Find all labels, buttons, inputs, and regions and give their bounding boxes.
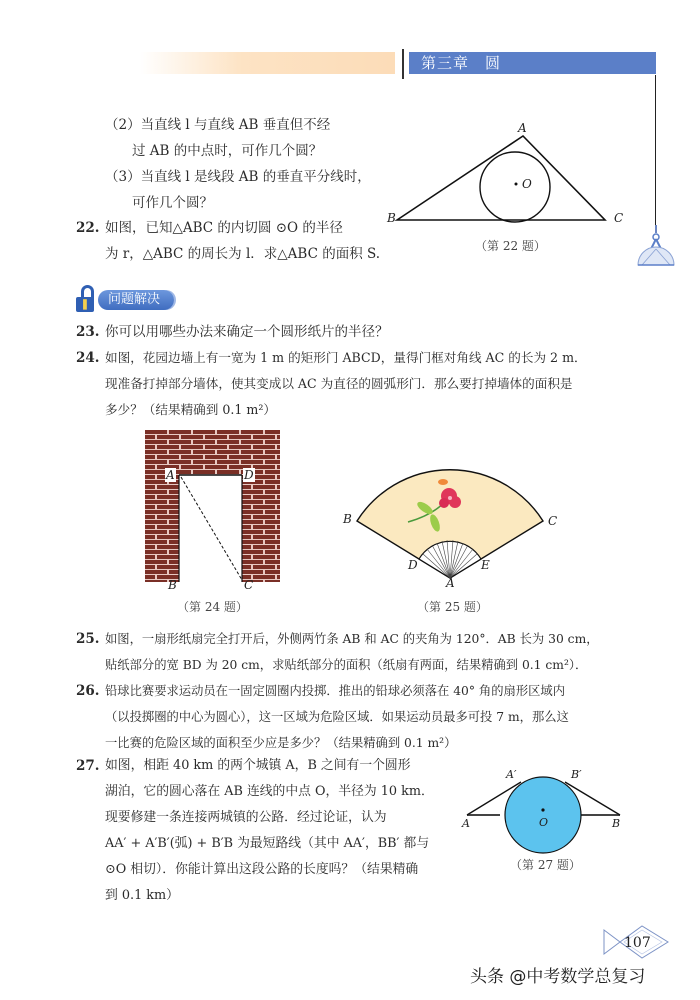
page-number: 107 bbox=[624, 935, 651, 951]
problem-26-line3: 一比赛的危险区域的面积至少应是多少？（结果精确到 0.1 m²） bbox=[105, 736, 457, 750]
chapter-title: 第三章 圆 bbox=[409, 52, 656, 74]
figure-27-lake bbox=[455, 770, 630, 860]
fig27-label-a-prime: A′ bbox=[506, 768, 517, 781]
header-decoration bbox=[140, 52, 395, 74]
section-title-badge: 问题解决 bbox=[98, 290, 174, 310]
lock-keyhole-icon: ❚ bbox=[80, 299, 90, 310]
fig25-label-a: A bbox=[446, 576, 455, 590]
problem-27-line6: 到 0.1 km） bbox=[105, 888, 179, 903]
fig27-label-b: B bbox=[612, 817, 621, 830]
fig25-label-d: D bbox=[408, 558, 418, 572]
problem-24-number: 24. bbox=[76, 350, 100, 366]
problem-27-line1: 如图，相距 40 km 的两个城镇 A，B 之间有一个圆形 bbox=[105, 758, 411, 773]
fig25-label-c: C bbox=[548, 514, 558, 528]
problem-27-number: 27. bbox=[76, 758, 100, 774]
fig22-label-o: O bbox=[522, 177, 532, 191]
problem-27-line3: 现要修建一条连接两城镇的公路．经过论证，认为 bbox=[105, 810, 387, 825]
problem-21-3-line1: （3）当直线 l 是线段 AB 的垂直平分线时， bbox=[105, 169, 371, 185]
figure-22-triangle-incircle bbox=[385, 118, 635, 228]
fig25-caption: （第 25 题） bbox=[417, 600, 488, 614]
fig27-label-o: O bbox=[539, 816, 549, 829]
problem-22-line2: 为 r，△ABC 的周长为 l．求△ABC 的面积 S. bbox=[105, 246, 381, 262]
fig24-label-d: D bbox=[244, 468, 254, 482]
problem-26-line1: 铅球比赛要求运动员在一固定圆圈内投掷．推出的铅球必须落在 40° 角的扇形区域内 bbox=[105, 684, 566, 698]
problem-21-2-line2: 过 AB 的中点时，可作几个圆？ bbox=[132, 143, 323, 159]
fig24-caption: （第 24 题） bbox=[177, 600, 248, 614]
problem-21-3-line2: 可作几个圆？ bbox=[132, 195, 213, 211]
fig22-label-b: B bbox=[387, 211, 396, 225]
problem-22-number: 22. bbox=[76, 220, 100, 236]
fig24-label-b: B bbox=[168, 578, 177, 592]
fig25-label-e: E bbox=[481, 558, 490, 572]
problem-25-line2: 贴纸部分的宽 BD 为 20 cm，求贴纸部分的面积（纸扇有两面，结果精确到 0.1 cm²）． bbox=[105, 658, 588, 672]
problem-24-line3: 多少？（结果精确到 0.1 m²） bbox=[105, 402, 276, 417]
figure-25-paper-fan bbox=[345, 460, 565, 585]
watermark: 头条 @中考数学总复习 bbox=[470, 967, 646, 987]
fig22-caption: （第 22 题） bbox=[475, 239, 546, 253]
fig22-label-a: A bbox=[518, 121, 527, 135]
problem-27-line5: ⊙O 相切）．你能计算出这段公路的长度吗？（结果精确 bbox=[105, 862, 419, 877]
figure-24-brick-door bbox=[145, 430, 280, 582]
fig27-label-a: A bbox=[462, 817, 470, 830]
problem-27-line4: AA′ + A′B′(弧) + B′B 为最短路线（其中 AA′，BB′ 都与 bbox=[105, 836, 430, 851]
fig24-label-a: A bbox=[166, 468, 175, 482]
problem-27-line2: 湖泊，它的圆心落在 AB 连线的中点 O，半径为 10 km． bbox=[105, 784, 434, 799]
compass-icon bbox=[634, 225, 680, 271]
fig27-caption: （第 27 题） bbox=[510, 858, 581, 872]
fig27-label-b-prime: B′ bbox=[571, 768, 582, 781]
fig24-label-c: C bbox=[244, 578, 254, 592]
problem-26-line2: （以投掷圈的中心为圆心），这一区域为危险区域．如果运动员最多可投 7 m，那么这 bbox=[105, 710, 569, 724]
problem-23-number: 23. bbox=[76, 324, 100, 340]
fig25-label-b: B bbox=[343, 512, 352, 526]
fig22-label-c: C bbox=[614, 211, 624, 225]
problem-24-line1: 如图，花园边墙上有一宽为 1 m 的矩形门 ABCD，量得门框对角线 AC 的长为 2 m． bbox=[105, 350, 587, 365]
problem-24-line2: 现准备打掉部分墙体，使其变成以 AC 为直径的圆弧形门．那么要打掉墙体的面积是 bbox=[105, 376, 573, 391]
problem-25-line1: 如图，一扇形纸扇完全打开后，外侧两竹条 AB 和 AC 的夹角为 120°．AB 长为 30 cm， bbox=[105, 632, 599, 646]
problem-25-number: 25. bbox=[76, 631, 100, 647]
problem-23-text: 你可以用哪些办法来确定一个圆形纸片的半径？ bbox=[105, 324, 389, 340]
problem-22-line1: 如图，已知△ABC 的内切圆 ⊙O 的半径 bbox=[105, 220, 343, 236]
problem-26-number: 26. bbox=[76, 683, 100, 699]
side-rule bbox=[655, 75, 656, 225]
problem-21-2-line1: （2）当直线 l 与直线 AB 垂直但不经 bbox=[105, 117, 331, 133]
header-divider bbox=[402, 49, 404, 79]
